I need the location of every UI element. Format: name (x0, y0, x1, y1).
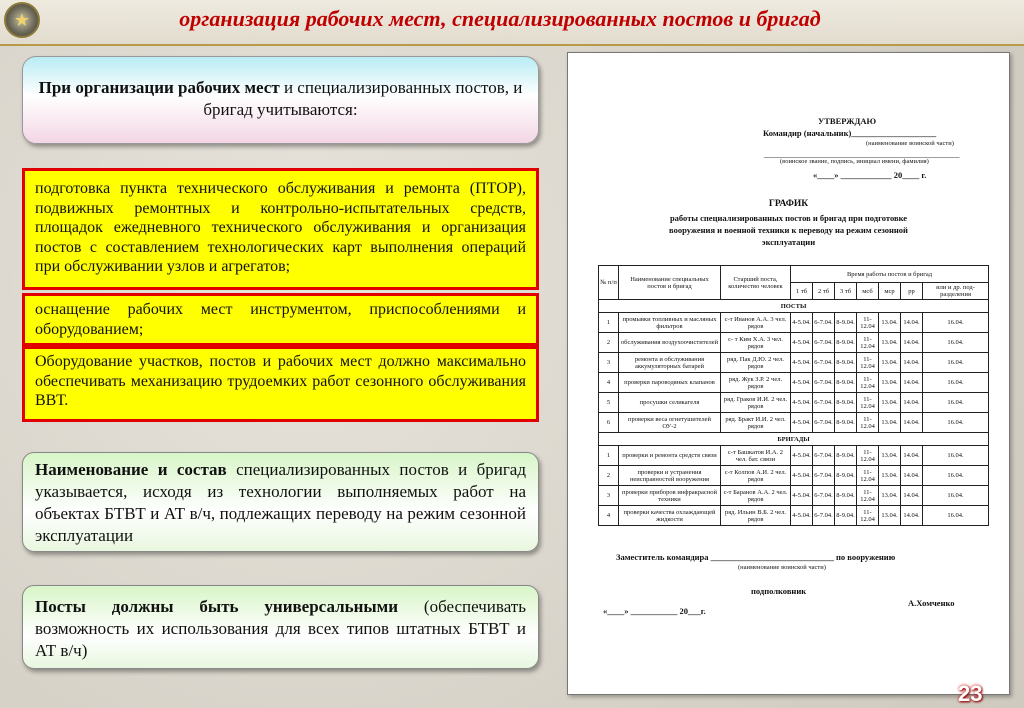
table-cell: 13.04. (879, 353, 901, 373)
unit-name-note: (наименование воинской части) (866, 140, 954, 147)
table-cell: 8-9.04. (835, 446, 857, 466)
table-cell: 4-5.04. (791, 393, 813, 413)
table-cell: 13.04. (879, 313, 901, 333)
table-cell: 8-9.04. (835, 466, 857, 486)
yellow-item-1: подготовка пункта технического обслуживания и ремонта (ПТОР), подвижных ремонтных и контрольно-испытательных средств, площадок ежедневного технического обслуживания и организация постов с составлением технологических карт выполнения операций при обслуживании узлов и агрегатов; (22, 168, 539, 290)
table-cell: 16.04. (923, 313, 989, 333)
table-cell: 13.04. (879, 393, 901, 413)
table-cell: 8-9.04. (835, 486, 857, 506)
table-cell: 8-9.04. (835, 333, 857, 353)
table-cell: 6-7.04. (813, 466, 835, 486)
table-cell: с-т Колпов А.И. 2 чел. рядов (721, 466, 791, 486)
green2-rest: (обеспечивать возможность их использования для всех типов штатных БТВТ и АТ в/ч) (35, 597, 526, 660)
page-number: 23 (958, 681, 983, 706)
table-cell: 13.04. (879, 333, 901, 353)
table-row (599, 446, 989, 466)
subcol-header: мср (879, 283, 901, 300)
table-cell: 6 (599, 413, 619, 433)
table-cell: 11-12.04 (857, 466, 879, 486)
bottom-date: «____» ___________ 20___г. (603, 606, 706, 616)
deputy-unit-note: (наименование воинской части) (738, 564, 826, 571)
table-cell: 14.04. (901, 506, 923, 526)
table-cell: 14.04. (901, 466, 923, 486)
table-cell: ремонта и обслуживания аккумуляторных батарей (619, 353, 721, 373)
table-cell: 13.04. (879, 486, 901, 506)
table-cell: ряд. Жук З.Р. 2 чел. рядов (721, 373, 791, 393)
slide-title: организация рабочих мест, специализированных постов и бригад (179, 6, 821, 31)
table-row (599, 486, 989, 506)
doc-subheading-3: эксплуатации (761, 237, 816, 247)
table-row (599, 413, 989, 433)
doc-subheading-2: вооружения и военной техники к переводу на режим сезонной (669, 225, 908, 235)
table-cell: 11-12.04 (857, 413, 879, 433)
table-cell: 16.04. (923, 333, 989, 353)
table-cell: 1 (599, 446, 619, 466)
table-cell: обслуживания воздухоочистителей (619, 333, 721, 353)
doc-heading: ГРАФИК (768, 199, 809, 209)
col-name-header: Наименование специальных постов и бригад (619, 266, 721, 300)
subcol-header: или и др. под-разделения (923, 283, 989, 300)
table-cell: проверки пароводяных клапанов (619, 373, 721, 393)
table-cell: 2 (599, 466, 619, 486)
table-cell: ряд. Граков И.И. 2 чел. рядов (721, 393, 791, 413)
table-cell: 4-5.04. (791, 506, 813, 526)
table-cell: 6-7.04. (813, 393, 835, 413)
table-cell: ряд. Ильин В.Б. 2 чел. рядов (721, 506, 791, 526)
table-cell: 16.04. (923, 413, 989, 433)
table-cell: 16.04. (923, 506, 989, 526)
table-cell: 11-12.04 (857, 313, 879, 333)
table-cell: 4-5.04. (791, 373, 813, 393)
table-cell: 14.04. (901, 486, 923, 506)
schedule-table (598, 265, 989, 526)
subcol-header: 2 тб (813, 283, 835, 300)
table-cell: 4-5.04. (791, 466, 813, 486)
table-cell: ряд. Бракт И.И. 2 чел. рядов (721, 413, 791, 433)
green1-rest: специализированных постов и бригад указывается, исходя из технологии выполняемых работ на объектах БТВТ и АТ в/ч, подлежащих переводу на режим сезонной эксплуатации (35, 460, 526, 545)
table-cell: 6-7.04. (813, 353, 835, 373)
table-cell: 3 (599, 486, 619, 506)
table-cell: 6-7.04. (813, 486, 835, 506)
table-cell: проверки и ремонта средств связи (619, 446, 721, 466)
subcol-header: рр (901, 283, 923, 300)
table-cell: 4-5.04. (791, 353, 813, 373)
table-cell: 4-5.04. (791, 333, 813, 353)
col-senior-header: Старший поста, количество человек (721, 266, 791, 300)
subcol-header: 3 тб (835, 283, 857, 300)
table-cell: проверки и устранения неисправностей вооружения (619, 466, 721, 486)
table-cell: 6-7.04. (813, 373, 835, 393)
table-cell: 1 (599, 313, 619, 333)
table-cell: 3 (599, 353, 619, 373)
col-num-header: № п/п (599, 266, 619, 300)
green2-bold: Посты должны быть универсальными (35, 597, 399, 616)
table-cell: 14.04. (901, 333, 923, 353)
table-cell: 2 (599, 333, 619, 353)
table-row (599, 353, 989, 373)
table-cell: с-т Баранов А.А. 2 чел. рядов (721, 486, 791, 506)
table-cell: 14.04. (901, 353, 923, 373)
table-cell: 4-5.04. (791, 486, 813, 506)
table-cell: 8-9.04. (835, 353, 857, 373)
table-cell: просушки селикагеля (619, 393, 721, 413)
table-cell: 4 (599, 506, 619, 526)
green-box-1 (22, 452, 539, 552)
table-row (599, 506, 989, 526)
table-cell: 4 (599, 373, 619, 393)
signature-note: (воинское звание, подпись, инициал имени, фамилия) (780, 158, 929, 165)
table-cell: 11-12.04 (857, 486, 879, 506)
green1-bold: Наименование и состав (35, 460, 227, 479)
table-cell: 11-12.04 (857, 333, 879, 353)
table-cell: 16.04. (923, 486, 989, 506)
table-cell: 8-9.04. (835, 413, 857, 433)
intro-rest: и специализированных постов, и бригад учитываются: (203, 78, 523, 119)
army-emblem-icon: ★ (4, 2, 40, 38)
slide-header (0, 0, 1024, 46)
table-cell: 16.04. (923, 373, 989, 393)
table-cell: 13.04. (879, 373, 901, 393)
deputy-line: Заместитель командира _____________________________ по вооружению (616, 552, 896, 562)
yellow-item-2: оснащение рабочих мест инструментом, приспособлениями и оборудованием; (22, 293, 539, 346)
table-cell: 11-12.04 (857, 506, 879, 526)
table-cell: 14.04. (901, 393, 923, 413)
table-cell: 6-7.04. (813, 506, 835, 526)
table-cell: 4-5.04. (791, 313, 813, 333)
table-cell: 8-9.04. (835, 313, 857, 333)
table-cell: 6-7.04. (813, 413, 835, 433)
section-brigades: БРИГАДЫ (599, 433, 989, 446)
table-cell: 6-7.04. (813, 446, 835, 466)
table-cell: с-т Башкатов И.А. 2 чел. бат. связи (721, 446, 791, 466)
col-time-header: Время работы постов и бригад (791, 266, 989, 283)
table-cell: 14.04. (901, 313, 923, 333)
table-cell: 6-7.04. (813, 333, 835, 353)
table-cell: 11-12.04 (857, 393, 879, 413)
table-cell: 11-12.04 (857, 446, 879, 466)
table-cell: 4-5.04. (791, 413, 813, 433)
table-row (599, 393, 989, 413)
table-cell: проверки приборов инфракрасной техники (619, 486, 721, 506)
intro-box (22, 56, 539, 144)
table-cell: 13.04. (879, 446, 901, 466)
table-cell: проверки веса огнетушителей ОУ-2 (619, 413, 721, 433)
doc-subheading-1: работы специализированных постов и бригад при подготовке (669, 213, 908, 223)
table-cell: с- т Ким Х.А. 3 чел. рядов (721, 333, 791, 353)
approve-label: УТВЕРЖДАЮ (818, 116, 877, 126)
commander-line: Командир (начальник)____________________ (763, 128, 937, 138)
table-cell: 5 (599, 393, 619, 413)
signer-name: А.Хомченко (908, 598, 955, 608)
table-cell: 16.04. (923, 353, 989, 373)
table-row (599, 373, 989, 393)
table-cell: 8-9.04. (835, 373, 857, 393)
subcol-header: мсб (857, 283, 879, 300)
rank-label: подполковник (751, 586, 807, 596)
table-cell: ряд. Пак Д.Ю. 2 чел. рядов (721, 353, 791, 373)
table-cell: с-т Иванов А.А. 3 чел. рядов (721, 313, 791, 333)
table-cell: проверки качества охлаждающей жидкости (619, 506, 721, 526)
table-cell: 13.04. (879, 466, 901, 486)
schedule-document: УТВЕРЖДАЮ Командир (начальник)____________________ (наименование воинской части) ______________________________________________ (воинское звание, подпись, инициал имени, фамилия) «____» ____________ 20____ г. ГРАФИК работы специализированных постов и бригад при подготовке вооружения и военной техники к переводу на режим сезонной эксплуатации № п/п Наименование специальных постов и бригад Старший поста, количество человек Время работы постов и бригад 1 тб 2 тб 3 тб мсб мср рр или и др. под-разделения ПОСТЫ 1 промывки топливных и масляных фильтров с-т Иванов А.А. 3 чел. рядов 4-5.04. 6-7.04. 8-9.04. 11-12.04 13.04. 14.04. 16.04. 2 обслуживания воздухоочистителей с- т Ким Х.А. 3 чел. рядов 4-5.04. 6-7.04. 8-9.04. 11-12.04 13.04. 14.04. 16.04. 3 ремонта и обслуживания аккумуляторных батарей ряд. Пак Д.Ю. 2 чел. рядов 4-5.04. 6-7.04. 8-9.04. 11-12.04 13.04. 14.04. 16.04. 4 проверки пароводяных клапанов ряд. Жук З.Р. 2 чел. рядов 4-5.04. 6-7.04. 8-9.04. 11-12.04 13.04. 14.04. 16.04. 5 просушки селикагеля ряд. Граков И.И. 2 чел. рядов 4-5.04. 6-7.04. 8-9.04. 11-12.04 13.04. 14.04. 16.04. 6 проверки веса огнетушителей ОУ-2 ряд. Бракт И.И. 2 чел. рядов 4-5.04. 6-7.04. 8-9.04. 11-12.04 13.04. 14.04. 16.04. БРИГАДЫ 1 проверки и ремонта средств связи с-т Башкатов И.А. 2 чел. бат. связи 4-5.04. 6-7.04. 8-9.04. 11-12.04 13.04. 14.04. 16.04. 2 проверки и устранения неисправностей вооружения с-т Колпов А.И. 2 чел. рядов 4-5.04. 6-7.04. 8-9.04. 11-12.04 13.04. 14.04. 16.04. 3 проверки приборов инфракрасной техники с-т Баранов А.А. 2 чел. рядов 4-5.04. 6-7.04. 8-9.04. 11-12.04 13.04. 14.04. 16.04. 4 проверки качества охлаждающей жидкости ряд. Ильин В.Б. 2 чел. рядов 4-5.04. 6-7.04. 8-9.04. 11-12.04 13.04. 14.04. 16.04. Заместитель командира _____________________________ по вооружению (наименование воинской части) подполковник А.Хомченко «____» ___________ 20___г. (567, 52, 1010, 695)
table-row (599, 333, 989, 353)
table-cell: 13.04. (879, 413, 901, 433)
section-posts: ПОСТЫ (599, 300, 989, 313)
table-cell: 4-5.04. (791, 446, 813, 466)
intro-bold: При организации рабочих мест (38, 78, 280, 97)
table-row (599, 313, 989, 333)
table-cell: 14.04. (901, 373, 923, 393)
table-cell: 14.04. (901, 446, 923, 466)
table-cell: 14.04. (901, 413, 923, 433)
green-box-2 (22, 585, 539, 669)
approve-date: «____» ____________ 20____ г. (813, 170, 927, 180)
table-cell: 8-9.04. (835, 506, 857, 526)
table-cell: 6-7.04. (813, 313, 835, 333)
table-cell: 16.04. (923, 466, 989, 486)
table-cell: 11-12.04 (857, 373, 879, 393)
table-cell: 8-9.04. (835, 393, 857, 413)
table-cell: 16.04. (923, 393, 989, 413)
table-cell: 16.04. (923, 446, 989, 466)
subcol-header: 1 тб (791, 283, 813, 300)
yellow-item-3: Оборудование участков, постов и рабочих мест должно максимально обеспечивать механизацию трудоемких работ сезонного обслуживания ВВТ. (22, 346, 539, 422)
table-cell: 13.04. (879, 506, 901, 526)
table-row (599, 466, 989, 486)
table-cell: 11-12.04 (857, 353, 879, 373)
table-cell: промывки топливных и масляных фильтров (619, 313, 721, 333)
